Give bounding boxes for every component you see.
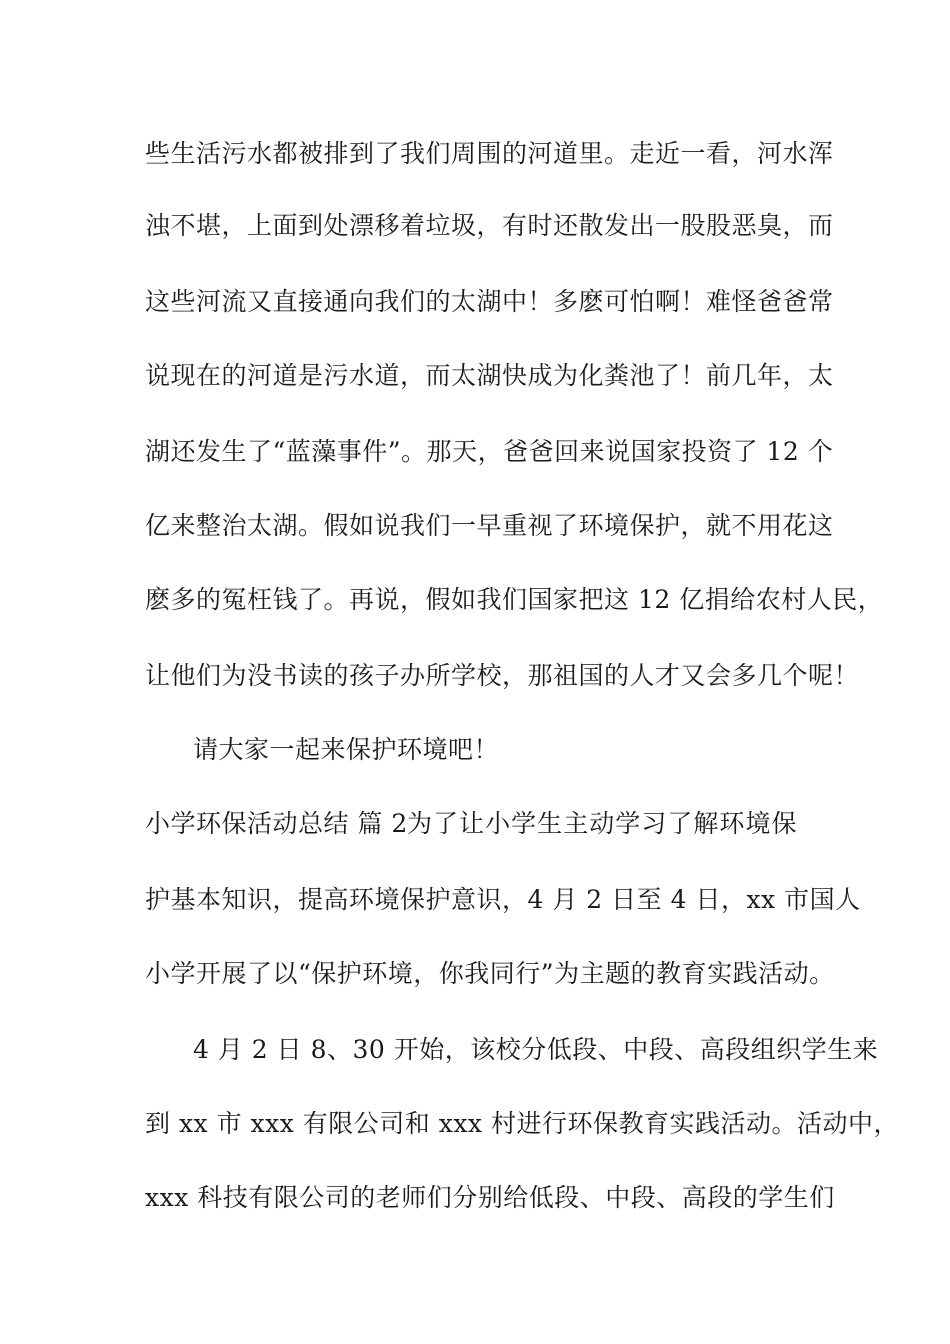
closing-sentence: 请大家一起来保护环境吧！ [193,735,500,764]
paragraph-line: 麽多的冤枉钱了。再说，假如我们国家把这 12 亿捐给农村人民， [145,585,884,614]
paragraph-line: 亿来整治太湖。假如说我们一早重视了环境保护，就不用花这 [145,511,834,540]
section-first-text: 为了让小学生主动学习了解环境保 [407,809,797,838]
paragraph-line: 浊不堪，上面到处漂移着垃圾，有时还散发出一股股恶臭，而 [145,211,834,240]
paragraph-line: 护基本知识，提高环境保护意识，4 月 2 日至 4 日，xx 市国人 [145,885,861,914]
paragraph-line: 说现在的河道是污水道，而太湖快成为化粪池了！前几年，太 [145,361,834,390]
paragraph-line: 小学开展了以“保护环境，你我同行”为主题的教育实践活动。 [145,959,835,988]
paragraph-line: 让他们为没书读的孩子办所学校，那祖国的人才又会多几个呢！ [145,661,860,690]
paragraph-line: xxx 科技有限公司的老师们分别给低段、中段、高段的学生们 [145,1183,835,1212]
paragraph-line: 湖还发生了“蓝藻事件”。那天，爸爸回来说国家投资了 12 个 [145,437,834,466]
paragraph-line: 到 xx 市 xxx 有限公司和 xxx 村进行环保教育实践活动。活动中， [145,1109,899,1138]
section-title: 小学环保活动总结 篇 2 [145,809,408,838]
paragraph-line: 4 月 2 日 8、30 开始，该校分低段、中段、高段组织学生来 [193,1035,879,1064]
section-heading-line [145,804,815,844]
paragraph-line: 这些河流又直接通向我们的太湖中！多麽可怕啊！难怪爸爸常 [145,287,834,316]
paragraph-line: 些生活污水都被排到了我们周围的河道里。走近一看，河水浑 [145,139,834,168]
